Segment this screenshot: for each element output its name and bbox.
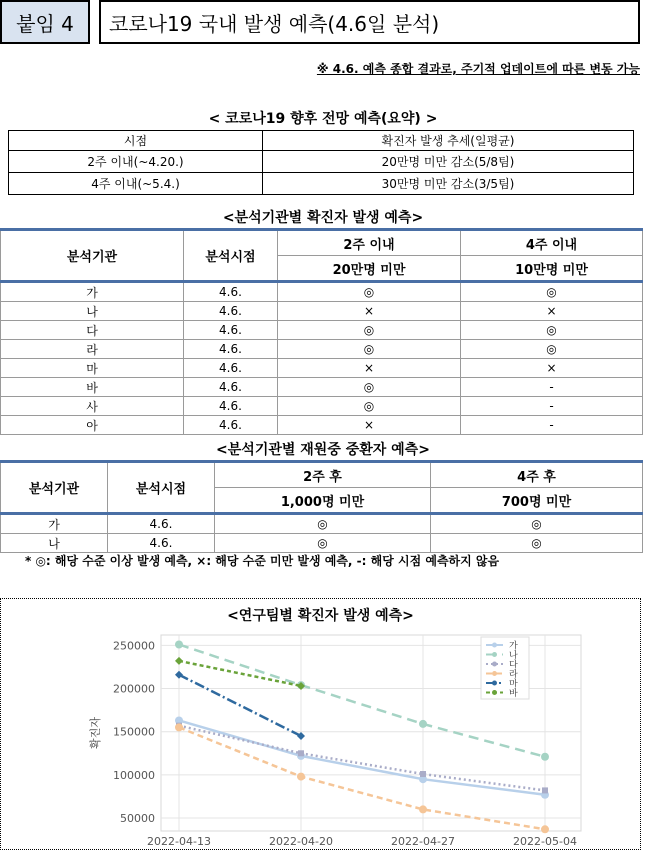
data-point [541,825,549,833]
summary-row [9,151,634,173]
cases-header-2w: 2주 이내 [278,230,461,256]
summary-title: < 코로나19 향후 전망 예측(요약) > [208,111,438,127]
severe-header-2w: 2주 후 [215,462,431,488]
org-cell: 다 [1,321,184,340]
forecast-cell: ◎ [278,321,461,340]
update-note: ※ 4.6. 예측 종합 결과로, 주기적 업데이트에 따른 변동 가능 [316,62,640,76]
date-cell: 4.6. [184,359,278,378]
data-point [175,640,183,648]
org-cell: 아 [1,416,184,435]
forecast-cell: - [461,378,643,397]
legend-marker [492,662,497,667]
severe-header-date: 분석시점 [108,462,215,514]
date-cell: 4.6. [184,321,278,340]
summary-period: 4주 이내(~5.4.) [9,173,263,195]
forecast-cell: × [278,416,461,435]
forecast-cell: × [461,302,643,321]
data-point [297,773,305,781]
org-cell: 마 [1,359,184,378]
legend-label: 다 [509,660,518,671]
table-row [1,321,643,340]
cases-header-4w-sub: 10만명 미만 [461,256,643,282]
legend-label: 라 [509,670,518,680]
date-cell: 4.6. [184,282,278,302]
cases-header-2w-sub: 20만명 미만 [278,256,461,282]
org-cell: 나 [1,534,108,553]
legend-label: 가 [509,641,518,652]
table-row [1,282,643,302]
table-row [1,534,643,553]
forecast-cell: ◎ [278,340,461,359]
forecast-cell: ◎ [215,514,431,534]
forecast-cell: × [278,302,461,321]
chart-container [0,598,641,850]
date-cell: 4.6. [108,514,215,534]
y-tick-label: 100000 [113,768,155,782]
forecast-cell: ◎ [278,282,461,302]
data-point [419,805,427,813]
severe-header-4w: 4주 후 [431,462,643,488]
legend-label: 나 [509,651,518,661]
forecast-cell: ◎ [461,282,643,302]
forecast-cell: - [461,416,643,435]
date-cell: 4.6. [184,416,278,435]
legend-marker [492,671,497,676]
org-cell: 라 [1,340,184,359]
forecast-cell: × [278,359,461,378]
forecast-cell: ◎ [461,340,643,359]
forecast-cell: ◎ [431,534,643,553]
table-row [1,397,643,416]
y-tick-label: 50000 [120,812,155,826]
date-cell: 4.6. [184,340,278,359]
legend-marker [492,652,497,657]
line-chart [1,599,640,849]
legend-label: 마 [509,679,518,690]
table-row [1,302,643,321]
severe-header-row [1,462,643,488]
y-axis-label: 확진자 [89,717,102,749]
symbol-legend-note: * ◎: 해당 수준 이상 발생 예측, ×: 해당 수준 미만 발생 예측, -: 해당 시점 예측하지 않음 [25,554,500,568]
data-point [419,720,427,728]
legend-marker [492,690,497,695]
org-cell: 사 [1,397,184,416]
severe-header-2w-sub: 1,000명 미만 [215,488,431,514]
summary-trend: 30만명 미만 감소(3/5팀) [263,173,634,195]
chart-title: <연구팀별 확진자 발생 예측> [227,608,414,624]
forecast-cell: × [461,359,643,378]
summary-trend: 20만명 미만 감소(5/8팀) [263,151,634,173]
y-tick-label: 250000 [113,639,155,653]
table-row [1,340,643,359]
summary-header-row [9,131,634,151]
forecast-cell: ◎ [215,534,431,553]
data-point [541,753,549,761]
table-row [1,378,643,397]
data-point [420,771,426,777]
legend-marker [492,681,497,686]
severe-header-4w-sub: 700명 미만 [431,488,643,514]
y-tick-label: 150000 [113,725,155,739]
cases-header-date: 분석시점 [184,230,278,282]
date-cell: 4.6. [108,534,215,553]
org-cell: 가 [1,514,108,534]
summary-row [9,173,634,195]
data-point [298,750,304,756]
x-tick-label: 2022-04-13 [147,835,211,848]
table-row [1,416,643,435]
summary-table [8,130,634,195]
table-row [1,514,643,534]
forecast-cell: ◎ [431,514,643,534]
cases-header-org: 분석기관 [1,230,184,282]
forecast-cell: - [461,397,643,416]
org-cell: 가 [1,282,184,302]
cases-table [0,228,643,435]
date-cell: 4.6. [184,397,278,416]
org-cell: 바 [1,378,184,397]
legend-label: 바 [509,689,518,699]
data-point [542,787,548,793]
x-tick-label: 2022-05-04 [513,835,577,848]
cases-header-4w: 4주 이내 [461,230,643,256]
date-cell: 4.6. [184,378,278,397]
forecast-cell: ◎ [278,397,461,416]
forecast-cell: ◎ [278,378,461,397]
summary-header-trend: 확진자 발생 추세(일평균) [263,131,634,151]
table-row [1,359,643,378]
data-point [175,723,183,731]
legend-marker [492,643,497,648]
severe-table [0,460,643,553]
severe-title: <분석기관별 재원중 중환자 예측> [216,442,430,458]
forecast-cell: ◎ [461,321,643,340]
severe-header-org: 분석기관 [1,462,108,514]
page-title: 코로나19 국내 발생 예측(4.6일 분석) [99,0,640,44]
cases-header-row [1,230,643,256]
summary-header-period: 시점 [9,131,263,151]
x-tick-label: 2022-04-20 [269,835,333,848]
y-tick-label: 200000 [113,682,155,696]
x-tick-label: 2022-04-27 [391,835,455,848]
appendix-badge: 붙임 4 [0,0,90,44]
cases-title: <분석기관별 확진자 발생 예측> [222,210,424,226]
chart-legend [481,637,529,699]
summary-period: 2주 이내(~4.20.) [9,151,263,173]
date-cell: 4.6. [184,302,278,321]
org-cell: 나 [1,302,184,321]
